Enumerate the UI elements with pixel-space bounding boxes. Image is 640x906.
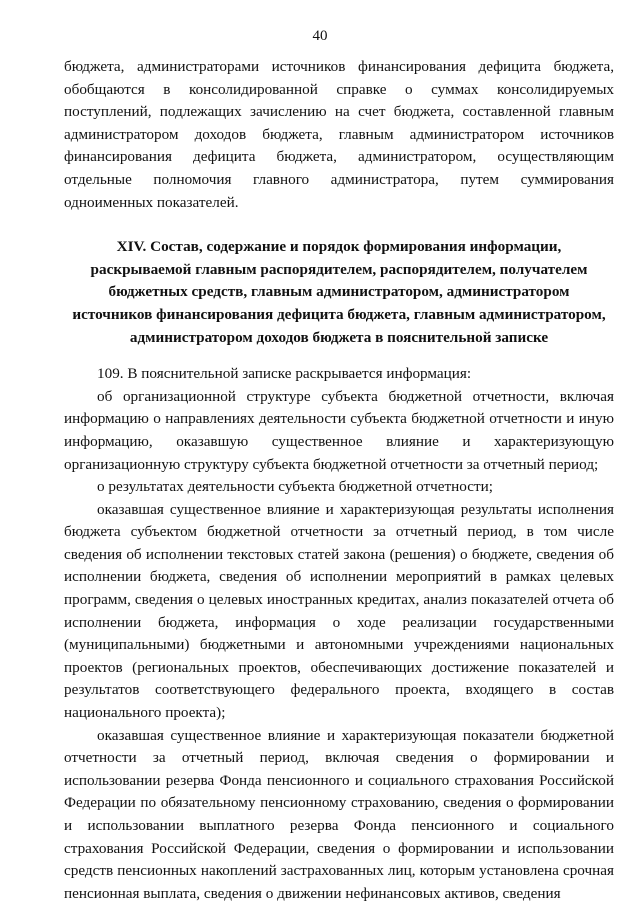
intro-paragraph: бюджета, администраторами источников финансирования дефицита бюджета, обобщаются в консолидированной справке о суммах консолидируемых поступлений, подлежащих зачислению на счет бюджета, составленной главным администратором доходов бюджета, главным администратором источников финансирования дефицита бюджета, администратором, осуществляющим отдельные полномочия главного администратора, путем суммирования одноименных показателей.	[64, 58, 614, 211]
section-heading: XIV. Состав, содержание и порядок формирования информации, раскрываемой главным распорядителем, распорядителем, получателем бюджетных средств, главным администратором, администратором источников финансирования дефицита бюджета, главным администратором, администратором доходов бюджета в пояснительной записке	[72, 238, 606, 346]
paragraph-budget-execution: оказавшая существенное влияние и характеризующая результаты исполнения бюджета субъектом бюджетной отчетности за отчетный период, в том числе сведения об исполнении текстовых статей закона (решения) о бюджете, сведения об исполнении бюджета, сведения об исполнении мероприятий в рамках целевых программ, сведения о целевых иностранных кредитах, анализ показателей отчета об исполнении бюджета, информация о ходе реализации государственными (муниципальными) бюджетными и автономными учреждениями национальных проектов (региональных проектов, обеспечивающих достижение показателей и результатов соответствующего федерального проекта, входящего в состав национального проекта);	[64, 500, 614, 722]
paragraph-org-structure: об организационной структуре субъекта бюджетной отчетности, включая информацию о направлениях деятельности субъекта бюджетной отчетности и иную информацию, оказавшую существенное влияние и характеризующую организационную структуру субъекта бюджетной отчетности за отчетный период;	[64, 387, 614, 473]
paragraph-109: 109. В пояснительной записке раскрывается информация:	[97, 365, 472, 383]
document-body	[64, 56, 614, 905]
paragraph-reporting-indicators: оказавшая существенное влияние и характеризующая показатели бюджетной отчетности за отчетный период, включая сведения о формировании и использовании резерва Фонда пенсионного и социального страхования Российской Федерации по обязательному пенсионному страхованию, сведения о формировании и использовании выплатного резерва Фонда пенсионного и социального страхования Российской Федерации, сведения о формировании и использовании средств пенсионных накоплений застрахованных лиц, которым установлена срочная пенсионная выплата, сведения о движении нефинансовых активов, сведения	[64, 726, 614, 902]
page-number: 40	[312, 28, 328, 44]
paragraph-results: о результатах деятельности субъекта бюджетной отчетности;	[97, 478, 493, 496]
